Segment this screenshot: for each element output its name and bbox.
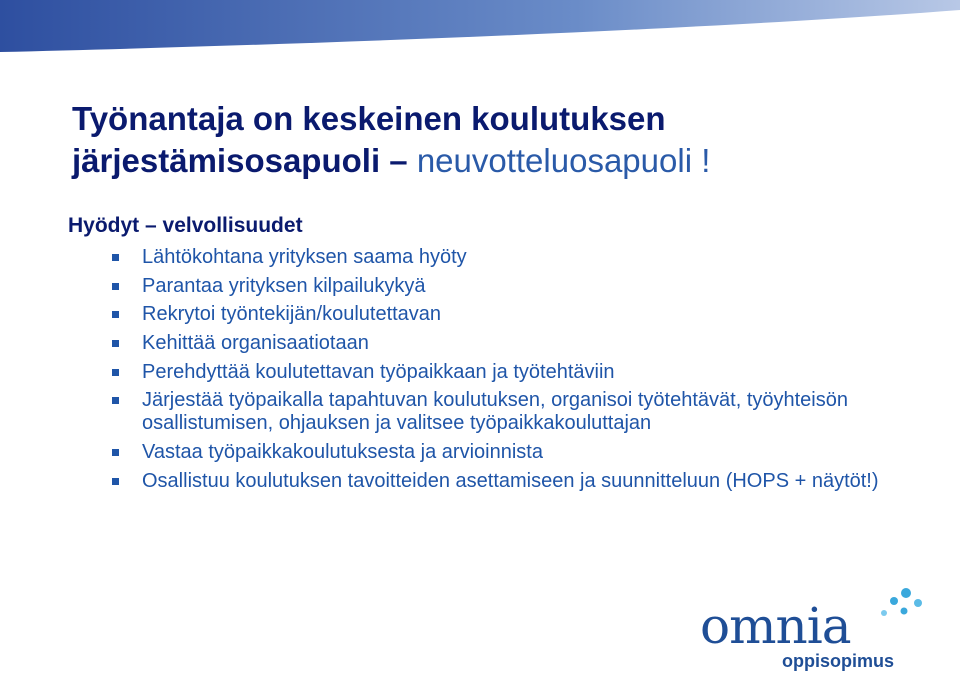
bullet-square-icon	[112, 369, 119, 376]
title-light-part: neuvotteluosapuoli !	[416, 142, 711, 179]
list-item: Parantaa yrityksen kilpailukykyä	[112, 275, 932, 298]
bullet-square-icon	[112, 478, 119, 485]
list-item: Perehdyttää koulutettavan työpaikkaan ja työtehtäviin	[112, 361, 932, 384]
header-banner	[0, 0, 960, 60]
list-item: Lähtökohtana yrityksen saama hyöty	[112, 246, 932, 269]
bullet-square-icon	[112, 397, 119, 404]
list-item: Osallistuu koulutuksen tavoitteiden asettamiseen ja suunnitteluun (HOPS + näytöt!)	[112, 470, 932, 493]
logo-swirl-icon	[868, 585, 928, 625]
list-item: Kehittää organisaatiotaan	[112, 332, 932, 355]
title-line-1: Työnantaja on keskeinen koulutuksen	[72, 100, 666, 137]
list-item: Rekrytoi työntekijän/koulutettavan	[112, 303, 932, 326]
bullet-list	[112, 246, 932, 499]
title-bold-part: järjestämisosapuoli –	[72, 142, 408, 179]
bullet-square-icon	[112, 311, 119, 318]
slide-title	[72, 98, 932, 182]
bullet-square-icon	[112, 449, 119, 456]
logo-subtitle: oppisopimus	[782, 651, 894, 671]
omnia-logo	[700, 585, 940, 677]
list-item: Vastaa työpaikkakoulutuksesta ja arvioinnista	[112, 441, 932, 464]
subheading: Hyödyt – velvollisuudet	[68, 214, 303, 237]
bullet-square-icon	[112, 283, 119, 290]
list-item: Järjestää työpaikalla tapahtuvan koulutuksen, organisoi työtehtävät, työyhteisön osallistumisen, ohjauksen ja valitsee työpaikkakouluttajan	[112, 389, 932, 435]
logo-wordmark: omnia	[700, 597, 851, 655]
bullet-square-icon	[112, 254, 119, 261]
title-line-2	[72, 140, 932, 182]
bullet-square-icon	[112, 340, 119, 347]
